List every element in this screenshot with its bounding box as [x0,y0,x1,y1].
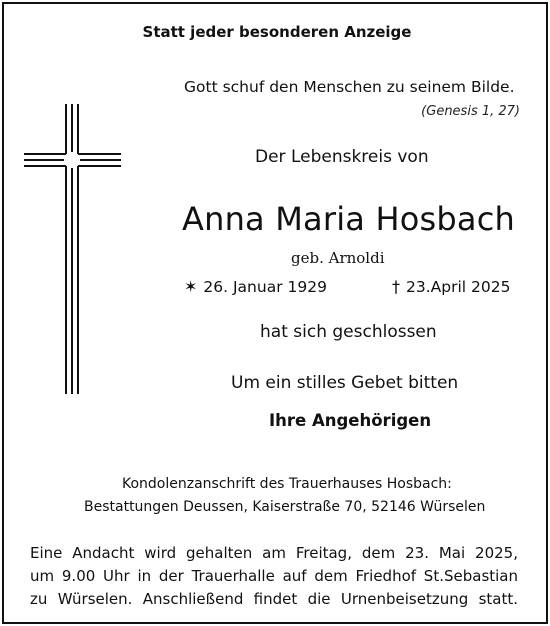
intro-text: Der Lebenskreis von [255,147,429,167]
deceased-name: Anna Maria Hosbach [182,200,515,238]
notice-frame [2,2,548,624]
bible-verse: Gott schuf den Menschen zu seinem Bilde. [184,78,515,96]
service-line: Eine Andacht wird gehalten am Freitag, dem 23. Mai 2025, [30,544,518,562]
birth-date-text: 26. Januar 1929 [203,278,327,296]
prayer-request: Um ein stilles Gebet bitten [231,373,459,393]
dagger-icon: † [392,277,400,296]
death-date-text: 23.April 2025 [406,278,511,296]
condolence-address-title: Kondolenzanschrift des Trauerhauses Hosbach: [122,476,452,492]
death-date [392,277,510,296]
closed-text: hat sich geschlossen [260,322,437,342]
verse-reference: (Genesis 1, 27) [421,104,520,119]
star-icon: ✶ [184,277,198,296]
condolence-address: Bestattungen Deussen, Kaiserstraße 70, 52146 Würselen [84,499,486,515]
cross-icon [24,104,124,394]
birth-date [184,277,327,296]
family-signature: Ihre Angehörigen [269,411,432,430]
headline: Statt jeder besonderen Anzeige [142,23,412,41]
service-line: zu Würselen. Anschließend findet die Urnenbeisetzung statt. [30,590,518,608]
service-line: um 9.00 Uhr in der Trauerhalle auf dem Friedhof St.Sebastian [30,567,518,585]
maiden-name: geb. Arnoldi [291,249,385,267]
service-announcement [30,542,518,611]
